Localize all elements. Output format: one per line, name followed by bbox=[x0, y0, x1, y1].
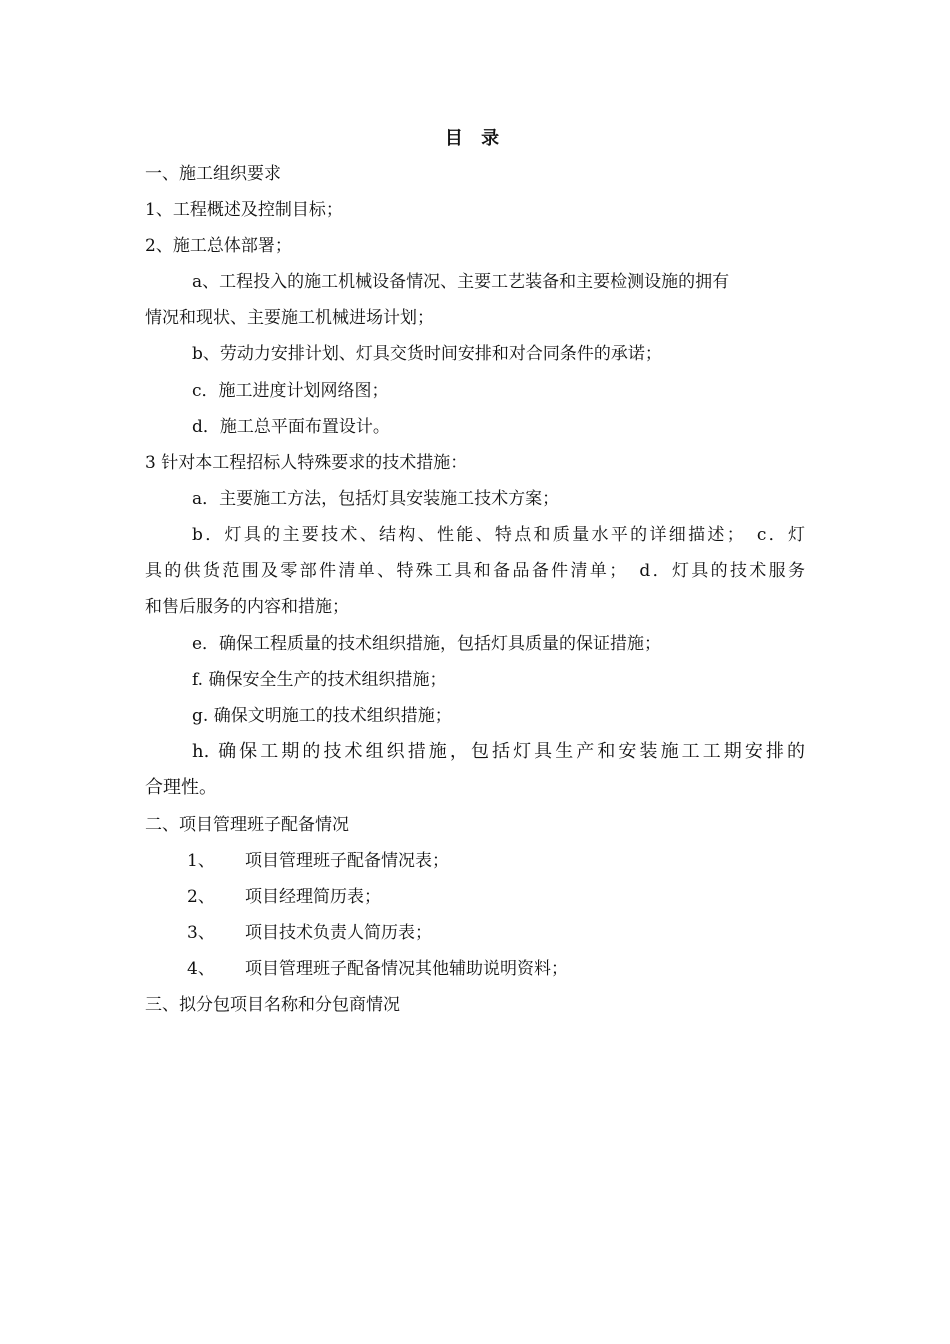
toc-item-number: 4、 bbox=[187, 959, 215, 979]
toc-item-1-3: 3 针对本工程招标人特殊要求的技术措施： bbox=[145, 453, 468, 473]
toc-item-1-3g: g. 确保文明施工的技术组织措施； bbox=[192, 706, 452, 726]
toc-item-2-4 bbox=[187, 956, 852, 982]
toc-item-1-3bcd-line2: 具的供货范围及零部件清单、特殊工具和备品备件清单； d．灯具的技术服务 bbox=[145, 561, 805, 581]
toc-item-1-3e: e．确保工程质量的技术组织措施，包括灯具质量的保证措施； bbox=[192, 634, 662, 654]
toc-item-1-3h-line1: h. 确保工期的技术组织措施，包括灯具生产和安装施工工期安排的 bbox=[192, 741, 805, 762]
toc-item-number: 1、 bbox=[187, 851, 215, 871]
toc-item-text: 项目管理班子配备情况表； bbox=[245, 851, 449, 871]
toc-item-1-2a-line2: 情况和现状、主要施工机械进场计划； bbox=[145, 308, 434, 328]
toc-item-1-3a: a．主要施工方法，包括灯具安装施工技术方案； bbox=[192, 489, 560, 509]
toc-item-1-3f: f. 确保安全生产的技术组织措施； bbox=[192, 670, 447, 690]
toc-item-text: 项目技术负责人简历表； bbox=[245, 923, 432, 943]
toc-item-number: 3、 bbox=[187, 923, 215, 943]
toc-item-1-2b: b、劳动力安排计划、灯具交货时间安排和对合同条件的承诺； bbox=[192, 344, 662, 364]
toc-item-text: 项目管理班子配备情况其他辅助说明资料； bbox=[245, 959, 568, 979]
page-title: 目 录 bbox=[444, 128, 506, 149]
toc-item-1-1: 1、工程概述及控制目标； bbox=[145, 200, 343, 220]
toc-section-3: 三、拟分包项目名称和分包商情况 bbox=[145, 995, 400, 1015]
toc-item-text: 项目经理简历表； bbox=[245, 887, 381, 907]
toc-item-1-2c: c．施工进度计划网络图； bbox=[192, 381, 389, 401]
toc-item-1-3bcd-line3: 和售后服务的内容和措施； bbox=[145, 597, 349, 617]
toc-section-2: 二、项目管理班子配备情况 bbox=[145, 815, 349, 835]
toc-item-1-3bcd-line1: b．灯具的主要技术、结构、性能、特点和质量水平的详细描述； c．灯 bbox=[192, 525, 805, 545]
toc-item-1-2a-line1: a、工程投入的施工机械设备情况、主要工艺装备和主要检测设施的拥有 bbox=[192, 272, 730, 292]
toc-item-1-3h-line2: 合理性。 bbox=[145, 777, 217, 798]
toc-item-1-2: 2、施工总体部署； bbox=[145, 236, 292, 256]
toc-item-1-2d: d．施工总平面布置设计。 bbox=[192, 417, 390, 437]
toc-item-number: 2、 bbox=[187, 887, 215, 907]
toc-section-1: 一、施工组织要求 bbox=[145, 164, 281, 184]
toc-item-2-3 bbox=[187, 920, 852, 946]
toc-item-2-2 bbox=[187, 884, 852, 910]
toc-item-2-1 bbox=[187, 848, 852, 874]
